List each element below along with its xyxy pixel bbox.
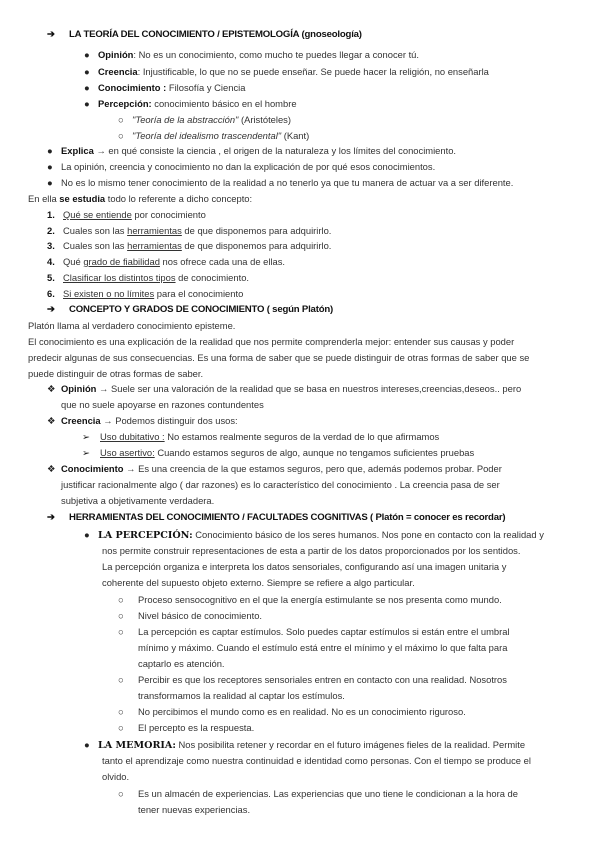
section-heading-teoria: ➔ LA TEORÍA DEL CONOCIMIENTO / EPISTEMOLOGÍA (gnoseología) (47, 27, 362, 43)
bullet-icon: ● (47, 145, 53, 156)
list-item: ● La opinión, creencia y conocimiento no dan la explicación de por qué esos conocimientos. (47, 159, 435, 175)
bullet-icon: ● (84, 49, 90, 60)
arrowhead-bullet-icon: ➢ (82, 447, 90, 458)
diamond-bullet-icon: ❖ (47, 383, 56, 394)
list-item: ❖ Conocimiento → Es una creencia de la que estamos seguros, pero que, además podemos probar. Poder (47, 461, 502, 477)
list-item: ○ No percibimos el mundo como es en realidad. No es un conocimiento riguroso. (118, 704, 466, 720)
list-item: ○ Percibir es que los receptores sensoriales entren en contacto con una realidad. Nosotros (118, 672, 507, 688)
bullet-icon: ● (47, 177, 53, 188)
list-item: ❖ Creencia → Podemos distinguir dos usos: (47, 413, 238, 429)
list-item-cont: que no suele apoyarse en razones contundentes (61, 399, 264, 410)
list-item: ● No es lo mismo tener conocimiento de la realidad a no tenerlo ya que tu manera de actuar va a ser diferente. (47, 175, 513, 191)
numbered-item: 4. Qué grado de fiabilidad nos ofrece cada una de ellas. (47, 256, 286, 267)
list-item: ● Explica → en qué consiste la ciencia , el origen de la naturaleza y los límites del conocimiento. (47, 143, 456, 159)
bullet-icon: ● (47, 161, 53, 172)
bullet-icon: ● (84, 66, 90, 77)
list-item: ● Opinión: No es un conocimiento, como mucho te puedes llegar a conocer tú. (84, 47, 419, 63)
bullet-icon: ● (84, 529, 90, 540)
circle-bullet-icon: ○ (118, 130, 124, 141)
circle-bullet-icon: ○ (118, 114, 124, 125)
list-item-cont: tener nuevas experiencias. (138, 804, 251, 815)
intro-line: En ella se estudia todo lo referente a dicho concepto: (28, 193, 253, 204)
list-item-cont: tanto el aprendizaje como nuestra continuidad e identidad como personas. Con el tiempo se produce el (102, 755, 531, 766)
list-item: ● LA MEMORIA: Nos posibilita retener y recordar en el futuro imágenes fieles de la realidad. Permite (84, 739, 526, 751)
list-item: ○ Es un almacén de experiencias. Las experiencias que uno tiene le condicionan a la hora de (118, 786, 518, 802)
list-item: ○ La percepción es captar estímulos. Solo puedes captar estímulos si están entre el umbral (118, 624, 510, 640)
circle-bullet-icon: ○ (118, 610, 124, 621)
list-item: ➢ Uso asertivo: Cuando estamos seguros de algo, aunque no tengamos suficientes pruebas (82, 445, 474, 461)
arrow-icon: ➔ (47, 304, 55, 315)
arrowhead-bullet-icon: ➢ (82, 431, 90, 442)
numbered-item: 1. Qué se entiende por conocimiento (47, 209, 206, 220)
list-item: ● Conocimiento : Filosofía y Ciencia (84, 80, 245, 96)
list-item-cont: nos permite construir representaciones de esta a partir de los datos proporcionados por los sentidos. (102, 545, 521, 556)
list-item-cont: subjetiva a objetivamente verdadera. (61, 495, 215, 506)
paragraph-line: predecir algunas de sus consecuencias. Es una forma de saber que se puede distinguir de otras formas de saber que se (28, 352, 530, 363)
list-item-cont: mínimo y máximo. Cuando el estímulo está entre el mínimo y el máximo lo que falta para (138, 642, 508, 653)
list-item: ➢ Uso dubitativo : No estamos realmente seguros de la verdad de lo que afirmamos (82, 429, 439, 445)
section-heading-concepto: ➔ CONCEPTO Y GRADOS DE CONOCIMIENTO ( según Platón) (47, 302, 333, 318)
paragraph: Platón llama al verdadero conocimiento episteme. (28, 320, 236, 331)
circle-bullet-icon: ○ (118, 594, 124, 605)
numbered-item: 3. Cuales son las herramientas de que disponemos para adquirirlo. (47, 240, 332, 251)
list-item-cont: captarlo es atención. (138, 658, 225, 669)
bullet-icon: ● (84, 98, 90, 109)
circle-bullet-icon: ○ (118, 722, 124, 733)
paragraph-line: El conocimiento es una explicación de la realidad que nos permite comprenderla mejor: entender sus causas y poder (28, 336, 515, 347)
list-item: ○ "Teoría del idealismo trascendental" (Kant) (118, 128, 309, 144)
numbered-item: 6. Si existen o no límites para el conocimiento (47, 288, 244, 299)
section-heading-herramientas: ➔ HERRAMIENTAS DEL CONOCIMIENTO / FACULTADES COGNITIVAS ( Platón = conocer es recordar) (47, 510, 505, 526)
numbered-item: 5. Clasificar los distintos tipos de conocimiento. (47, 272, 250, 283)
list-item: ❖ Opinión → Suele ser una valoración de la realidad que se basa en nuestros intereses,creencias,deseos.. pero (47, 381, 521, 397)
circle-bullet-icon: ○ (118, 788, 124, 799)
list-item: ● LA PERCEPCIÓN: Conocimiento básico de los seres humanos. Nos pone en contacto con la realidad y (84, 529, 544, 541)
circle-bullet-icon: ○ (118, 674, 124, 685)
list-item: ○ "Teoría de la abstracción" (Aristóteles) (118, 112, 291, 128)
list-item-cont: justificar racionalmente algo ( dar razones) es lo característico del conocimiento . La creencia pasa de ser (61, 479, 500, 490)
circle-bullet-icon: ○ (118, 626, 124, 637)
list-item: ● Creencia: Injustificable, lo que no se puede enseñar. Se puede hacer la religión, no enseñarla (84, 64, 489, 80)
list-item-cont: transformamos la realidad al captar los estímulos. (138, 690, 345, 701)
circle-bullet-icon: ○ (118, 706, 124, 717)
list-item-cont: La percepción organiza e interpreta los datos sensoriales, configurando así una imagen unitaria y (102, 561, 507, 572)
bullet-icon: ● (84, 82, 90, 93)
numbered-item: 2. Cuales son las herramientas de que disponemos para adquirirlo. (47, 225, 332, 236)
list-item: ● Percepción: conocimiento básico en el hombre (84, 96, 297, 112)
list-item-cont: olvido. (102, 771, 130, 782)
arrow-icon: ➔ (47, 512, 55, 523)
bullet-icon: ● (84, 739, 90, 750)
list-item: ○ Nivel básico de conocimiento. (118, 608, 262, 624)
arrow-icon: ➔ (47, 29, 55, 40)
list-item: ○ El percepto es la respuesta. (118, 720, 254, 736)
list-item: ○ Proceso sensocognitivo en el que la energía estimulante se nos presenta como mundo. (118, 592, 502, 608)
diamond-bullet-icon: ❖ (47, 463, 56, 474)
paragraph-line: puede distinguir de otras formas de saber. (28, 368, 204, 379)
diamond-bullet-icon: ❖ (47, 415, 56, 426)
list-item-cont: coherente del supuesto objeto externo. Siempre se refiere a algo particular. (102, 577, 415, 588)
